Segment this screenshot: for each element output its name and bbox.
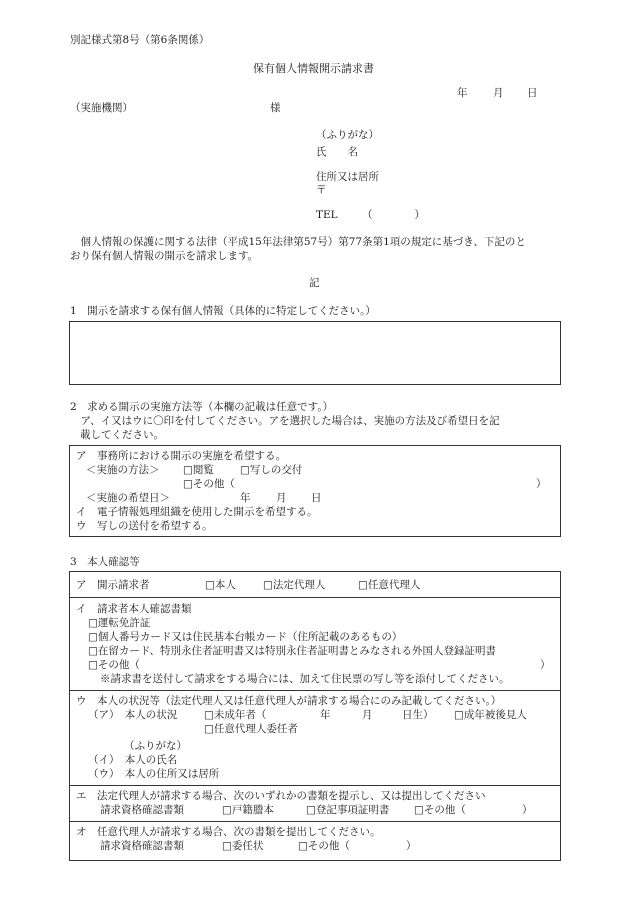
id-mail-note: ※請求書を送付して請求をする場合には、加えて住民票の写し等を添付してください。	[100, 673, 510, 685]
id-residence-card-checkbox[interactable]: □在留カード、特別永住者証明書又は特別永住者証明書とみなされる外国人登録証明書	[88, 645, 496, 657]
method-other-close: ）	[536, 478, 547, 490]
legal-agent-docs-label: 請求資格確認書類	[100, 804, 184, 816]
divider	[70, 821, 560, 822]
section2-note-1: ア、イ又はウに〇印を付してください。アを選択した場合は、実施の方法及び希望日を記	[70, 415, 500, 427]
divider	[70, 690, 560, 691]
method-other-checkbox[interactable]: □その他（	[183, 478, 235, 490]
legal-agent-registry-checkbox[interactable]: □登記事項証明書	[306, 804, 390, 816]
section2-box	[69, 445, 561, 537]
desired-date-month: 月	[276, 492, 287, 504]
principal-appointer-checkbox[interactable]: □任意代理人委任者	[204, 723, 298, 735]
method-view-checkbox[interactable]: □閲覧	[183, 464, 214, 476]
ki-heading: 記	[309, 277, 320, 289]
voluntary-agent-docs-title: オ 任意代理人が請求する場合、次の書類を提出してください。	[76, 826, 381, 838]
method-label: ＜実施の方法＞	[86, 464, 160, 476]
section2-note-2: 載してください。	[80, 429, 164, 441]
section1-input-box[interactable]	[69, 321, 561, 385]
desired-date-day: 日	[311, 492, 322, 504]
divider	[70, 785, 560, 786]
id-other-close: ）	[540, 659, 551, 671]
voluntary-agent-other-close: ）	[406, 840, 417, 852]
option-a-office[interactable]: ア 事務所における開示の実施を希望する。	[76, 450, 286, 462]
form-number: 別記様式第8号（第6条関係）	[70, 34, 210, 46]
requester-legal-agent-checkbox[interactable]: □法定代理人	[263, 579, 326, 591]
principal-status-label: （ア） 本人の状況	[88, 709, 178, 721]
date-day-label: 日	[527, 87, 538, 99]
requester-postal-mark: 〒	[316, 184, 327, 196]
date-month-label: 月	[493, 87, 504, 99]
desired-date-year: 年	[240, 492, 251, 504]
section1-heading: 1 開示を請求する保有個人情報（具体的に特定してください。）	[70, 305, 376, 317]
principal-birth-year: 年	[320, 709, 331, 721]
legal-agent-other-checkbox[interactable]: □その他（	[414, 804, 466, 816]
principal-furigana: （ふりがな）	[124, 740, 187, 752]
requester-tel-label: TEL	[316, 209, 338, 221]
section2-heading: 2 求める開示の実施方法等（本欄の記載は任意です。）	[70, 401, 334, 413]
principal-birth-month: 月	[362, 709, 373, 721]
principal-minor-checkbox[interactable]: □未成年者（	[204, 709, 267, 721]
addressee-honorific: 様	[270, 102, 281, 114]
principal-status-title: ウ 本人の状況等（法定代理人又は任意代理人が請求する場合にのみ記載してください。）	[76, 695, 502, 707]
legal-agent-other-close: ）	[522, 804, 533, 816]
principal-name-label: （イ） 本人の氏名	[88, 754, 178, 766]
intro-line-2: おり保有個人情報の開示を請求します。	[70, 250, 259, 262]
legal-agent-family-register-checkbox[interactable]: □戸籍謄本	[222, 804, 274, 816]
intro-line-1: 個人情報の保護に関する法律（平成15年法律第57号）第77条第1項の規定に基づき、下記のと	[70, 236, 526, 248]
section3-box	[69, 571, 561, 861]
voluntary-agent-other-checkbox[interactable]: □その他（	[298, 840, 350, 852]
requester-type-label: ア 開示請求者	[76, 579, 150, 591]
requester-voluntary-agent-checkbox[interactable]: □任意代理人	[358, 579, 421, 591]
id-drivers-license-checkbox[interactable]: □運転免許証	[88, 617, 151, 629]
divider	[70, 597, 560, 598]
addressee-org: （実施機関）	[70, 102, 133, 114]
id-my-number-card-checkbox[interactable]: □個人番号カード又は住民基本台帳カード（住所記載のあるもの）	[88, 631, 403, 643]
requester-tel-parens: （ ）	[362, 209, 425, 221]
option-i-electronic[interactable]: イ 電子情報処理組織を使用した開示を希望する。	[76, 506, 318, 518]
requester-name-label: 氏 名	[316, 146, 358, 158]
section3-heading: 3 本人確認等	[70, 556, 140, 568]
principal-address-label: （ウ） 本人の住所又は居所	[88, 768, 220, 780]
id-other-checkbox[interactable]: □その他（	[88, 659, 140, 671]
option-u-mail[interactable]: ウ 写しの送付を希望する。	[76, 520, 213, 532]
principal-adult-guardian-checkbox[interactable]: □成年被後見人	[454, 709, 527, 721]
principal-birth-day: 日生）	[402, 709, 434, 721]
legal-agent-docs-title: エ 法定代理人が請求する場合、次のいずれかの書類を提示し、又は提出してください	[76, 790, 486, 802]
method-copy-checkbox[interactable]: □写しの交付	[240, 464, 303, 476]
voluntary-agent-docs-label: 請求資格確認書類	[100, 840, 184, 852]
requester-furigana: （ふりがな）	[316, 129, 379, 141]
id-documents-title: イ 請求者本人確認書類	[76, 603, 192, 615]
page-title: 保有個人情報開示請求書	[253, 62, 374, 75]
date-year-label: 年	[457, 87, 468, 99]
voluntary-agent-proxy-checkbox[interactable]: □委任状	[222, 840, 264, 852]
requester-address-label: 住所又は居所	[316, 171, 379, 183]
desired-date-label: ＜実施の希望日＞	[86, 492, 170, 504]
requester-self-checkbox[interactable]: □本人	[205, 579, 236, 591]
